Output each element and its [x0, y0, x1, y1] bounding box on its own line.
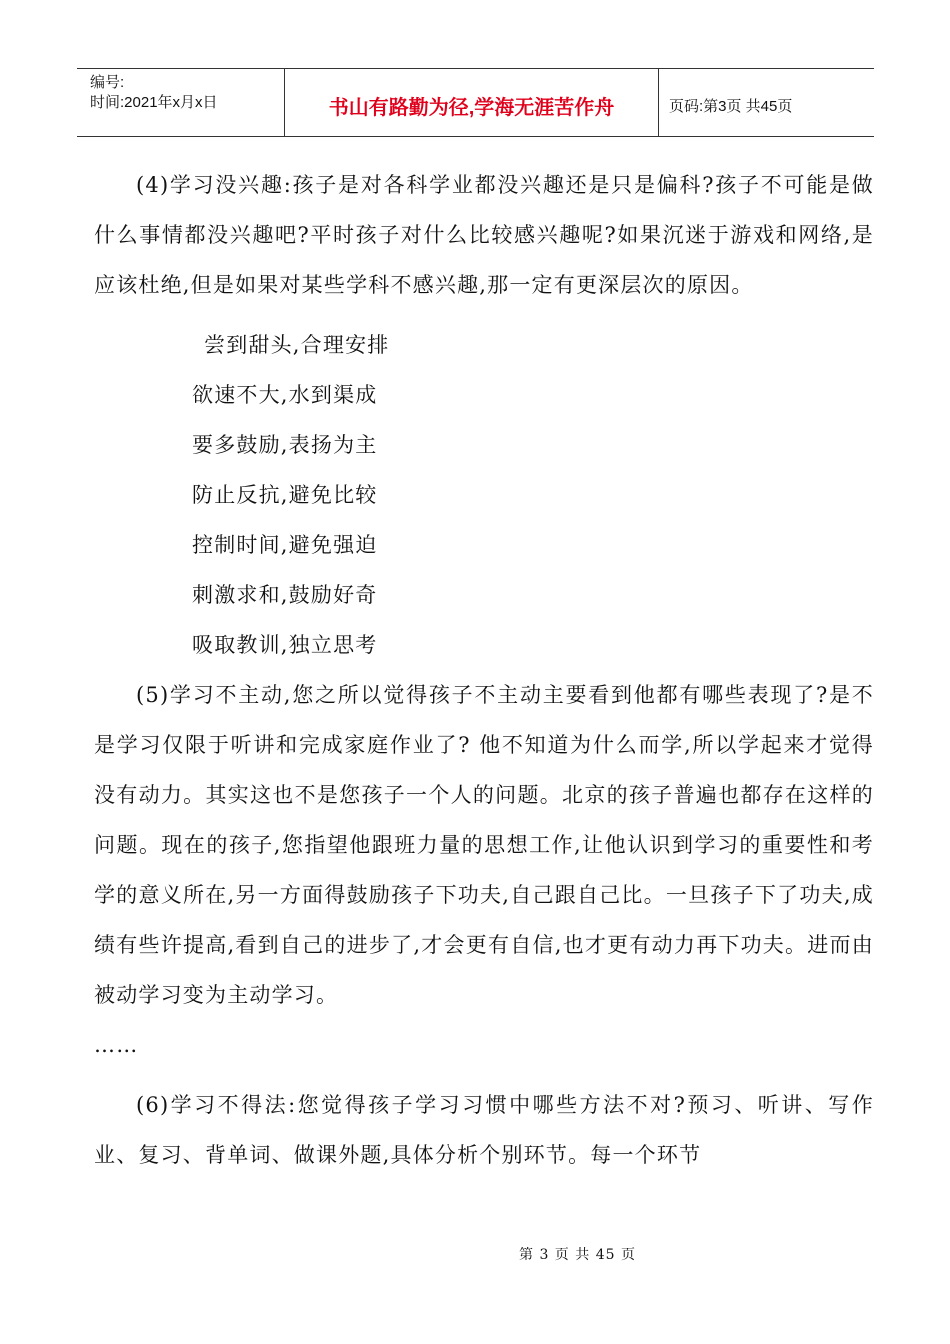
paragraph-5: (5)学习不主动,您之所以觉得孩子不主动主要看到他都有哪些表现了?是不是学习仅限于听讲和完成家庭作业了? 他不知道为什么而学,所以学起来才觉得没有动力。其实这也不是您孩子一个人的问题。北京的孩子普遍也都存在这样的问题。现在的孩子,您指望他跟班力量的思想工作,让他认识到学习的重要性和考学的意义所在,另一方面得鼓励孩子下功夫,自己跟自己比。一旦孩子下了功夫,成绩有些许提高,看到自己的进步了,才会更有自信,也才更有动力再下功夫。进而由被动学习变为主动学习。	[94, 683, 874, 1007]
serial-label: 编号:	[90, 74, 125, 91]
list-item: 尝到甜头,合理安排	[204, 333, 390, 357]
page-footer: 第 3 页 共 45 页	[519, 1247, 636, 1263]
list-item: 控制时间,避免强迫	[192, 533, 378, 557]
time-label: 时间:2021年x月x日	[90, 94, 218, 111]
paragraph-4: (4)学习没兴趣:孩子是对各科学业都没兴趣还是只是偏科?孩子不可能是做什么事情都没兴趣吧?平时孩子对什么比较感兴趣呢?如果沉迷于游戏和网络,是应该杜绝,但是如果对某些学科不感兴趣,那一定有更深层次的原因。	[94, 173, 874, 297]
list-item: 要多鼓励,表扬为主	[192, 433, 378, 457]
list-item: 欲速不大,水到渠成	[192, 383, 378, 407]
paragraph-6: (6)学习不得法:您觉得孩子学习习惯中哪些方法不对?预习、听讲、写作业、复习、背单词、做课外题,具体分析个别环节。每一个环节	[94, 1093, 874, 1167]
document-body	[94, 160, 874, 1180]
list-item: 防止反抗,避免比较	[192, 483, 378, 507]
page-header	[77, 68, 874, 137]
header-motto: 书山有路勤为径,学海无涯苦作舟	[285, 69, 659, 136]
list-item: 刺激求和,鼓励好奇	[192, 583, 378, 607]
header-page-info: 页码:第3页 共45页	[669, 98, 793, 115]
list-item: 吸取教训,独立思考	[192, 633, 378, 657]
ellipsis: ……	[94, 1033, 139, 1057]
header-meta-cell	[77, 69, 285, 136]
